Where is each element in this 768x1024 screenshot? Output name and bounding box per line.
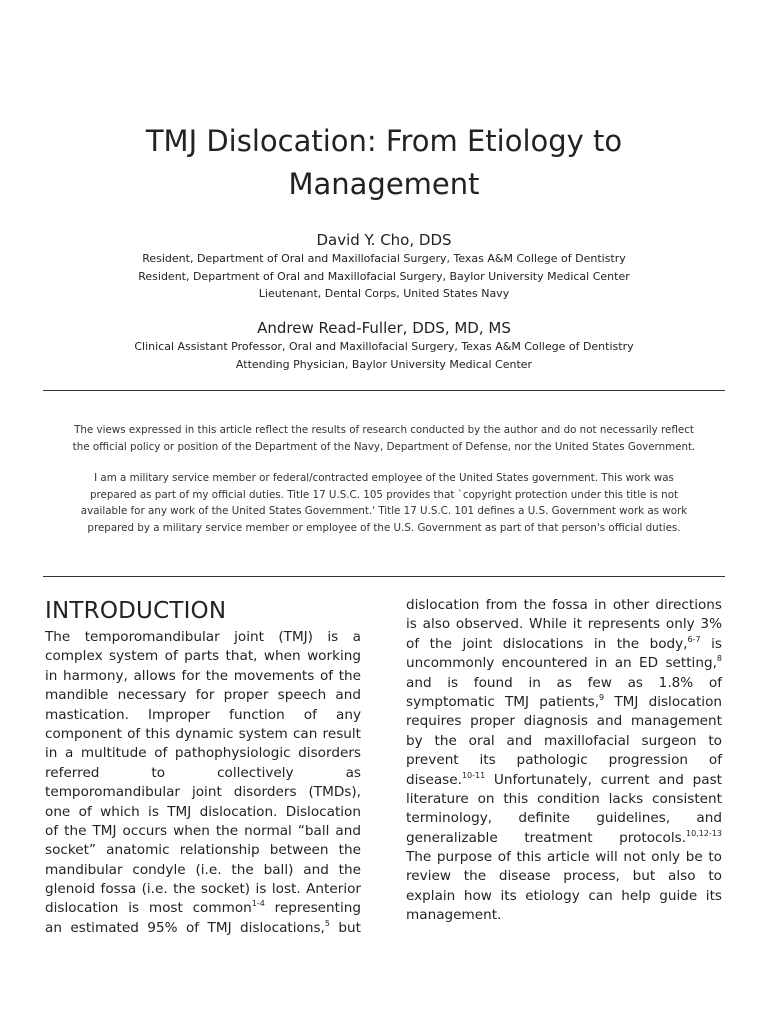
text-run: but <box>329 919 361 936</box>
body-line <box>406 771 722 790</box>
body-line: explain how its etiology can help guide its <box>406 887 722 904</box>
body-line: glenoid fossa (i.e. the socket) is lost. Anterior <box>45 881 361 898</box>
body-line: and is found in as few as 1.8% of <box>406 674 722 691</box>
body-line <box>406 693 722 712</box>
citation-superscript: 6-7 <box>687 634 701 644</box>
copyright-disclaimer <box>44 470 724 536</box>
title-line-1: TMJ Dislocation: From Etiology to <box>145 124 623 158</box>
disclaimer-line: the official policy or position of the Department of the Navy, Department of Defense, nor the United States Government. <box>72 440 696 453</box>
affiliation-line: Resident, Department of Oral and Maxillofacial Surgery, Baylor University Medical Center <box>138 269 630 283</box>
body-line: dislocation from the fossa in other directions <box>406 597 722 613</box>
body-line: The purpose of this article will not only be to <box>406 849 722 866</box>
affiliation-line: Resident, Department of Oral and Maxillofacial Surgery, Texas A&M College of Dentistry <box>142 252 626 265</box>
disclaimer-line: The views expressed in this article reflect the results of research conducted by the author and do not necessarily reflect <box>74 424 694 436</box>
body-line: mastication. Improper function of any <box>45 706 361 723</box>
body-line: one of which is TMJ dislocation. Dislocation <box>45 803 361 820</box>
divider-top <box>43 390 725 391</box>
author-1-name: David Y. Cho, DDS <box>316 231 452 249</box>
disclaimer-line: available for any work of the United States Government.' Title 17 U.S.C. 101 defines a U.S. Government work as work <box>80 505 688 517</box>
body-line: terminology, definite guidelines, and <box>406 810 722 827</box>
text-run: an estimated 95% of TMJ dislocations, <box>45 919 325 936</box>
title-line-2: Management <box>288 167 480 201</box>
body-line: requires proper diagnosis and management <box>406 713 722 730</box>
disclaimer-line: I am a military service member or federal/contracted employee of the United States government. This work was <box>94 472 674 484</box>
text-run: uncommonly encountered in an ED setting, <box>406 655 717 672</box>
body-line: in a multitude of pathophysiologic disorders <box>45 745 361 762</box>
text-run: disease. <box>406 771 462 788</box>
body-line: literature on this condition lacks consistent <box>406 790 722 807</box>
body-line: prevent its pathologic progression of <box>406 752 722 769</box>
divider-bottom <box>43 576 725 577</box>
body-line: socket” anatomic relationship between the <box>45 842 361 859</box>
text-run: of the joint dislocations in the body, <box>406 635 688 652</box>
affiliation-line: Clinical Assistant Professor, Oral and Maxillofacial Surgery, Texas A&M College of Dentistry <box>134 340 634 353</box>
text-run: Unfortunately, current and past <box>485 771 722 788</box>
text-run: generalizable treatment protocols. <box>406 829 687 846</box>
body-column-left <box>45 628 361 938</box>
text-run: symptomatic TMJ patients, <box>406 693 600 710</box>
body-line <box>45 899 361 918</box>
citation-superscript: 10-11 <box>461 770 486 780</box>
paper-title <box>0 120 768 206</box>
citation-superscript: 5 <box>324 918 330 928</box>
body-line: The temporomandibular joint (TMJ) is a <box>45 629 361 645</box>
body-line <box>406 654 722 673</box>
body-line: mandible necessary for proper speech and <box>45 687 361 704</box>
body-line: in harmony, allows for the movements of the <box>45 667 361 684</box>
body-line <box>406 829 722 848</box>
body-line: mandibular condyle (i.e. the ball) and the <box>45 861 361 878</box>
citation-superscript: 10,12-13 <box>686 828 722 838</box>
affiliation-line: Attending Physician, Baylor University Medical Center <box>235 357 533 371</box>
body-line: temporomandibular joint disorders (TMDs), <box>45 784 361 801</box>
text-run: representing <box>264 900 361 917</box>
disclaimer-line: prepared by a military service member or employee of the U.S. Government as part of that person's official duties. <box>87 521 681 534</box>
text-run: dislocation is most common <box>45 900 252 917</box>
body-line: component of this dynamic system can result <box>45 725 361 742</box>
text-run: is <box>700 635 722 652</box>
citation-superscript: 8 <box>716 654 722 664</box>
body-line: is also observed. While it represents only 3% <box>406 616 722 633</box>
body-line: referred to collectively as <box>45 764 361 781</box>
section-heading: INTRODUCTION <box>45 598 227 624</box>
body-line: management. <box>406 907 502 924</box>
author-1-affiliations <box>0 250 768 303</box>
body-line: by the oral and maxillofacial surgeon to <box>406 732 722 749</box>
views-disclaimer <box>44 422 724 455</box>
body-line: of the TMJ occurs when the normal “ball and <box>45 822 361 839</box>
body-column-right <box>406 596 722 926</box>
author-2-affiliations <box>0 338 768 373</box>
body-line <box>45 919 361 938</box>
citation-superscript: 1-4 <box>251 899 265 909</box>
author-2-name: Andrew Read-Fuller, DDS, MD, MS <box>257 319 511 337</box>
body-line: complex system of parts that, when working <box>45 648 361 665</box>
text-run: TMJ dislocation <box>604 693 722 710</box>
citation-superscript: 9 <box>599 692 605 702</box>
affiliation-line: Lieutenant, Dental Corps, United States Navy <box>258 287 510 300</box>
disclaimer-line: prepared as part of my official duties. Title 17 U.S.C. 105 provides that `copyright protection under this title is not <box>89 488 679 501</box>
body-line: review the disease process, but also to <box>406 868 722 885</box>
body-line <box>406 635 722 654</box>
